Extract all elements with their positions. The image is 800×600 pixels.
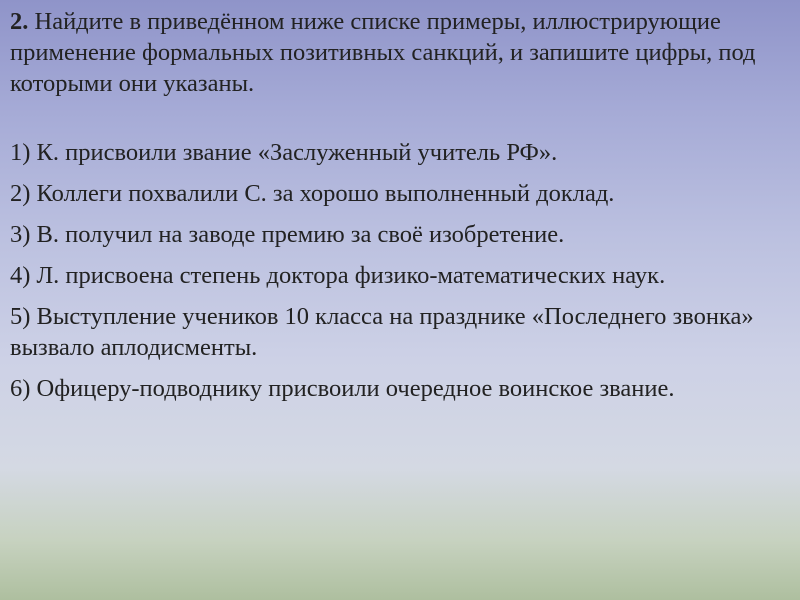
option-3: 3) В. получил на заводе премию за своё изобретение. <box>10 221 565 248</box>
option-4: 4) Л. присвоена степень доктора физико-математических наук. <box>10 262 666 289</box>
option-2: 2) Коллеги похвалили С. за хорошо выполненный доклад. <box>10 180 615 207</box>
task-heading <box>10 6 780 99</box>
option-6: 6) Офицеру-подводнику присвоили очередное воинское звание. <box>10 375 675 402</box>
task-prompt: Найдите в приведённом ниже списке примеры, иллюстрирующие применение формальных позитивных санкций, и запишите цифры, под которыми они указаны. <box>10 8 756 97</box>
option-1: 1) К. присвоили звание «Заслуженный учитель РФ». <box>10 139 558 166</box>
task-number: 2. <box>10 8 29 35</box>
option-5: 5) Выступление учеников 10 класса на празднике «Последнего звонка» вызвало аплодисменты. <box>10 303 754 361</box>
options-list <box>10 137 780 404</box>
